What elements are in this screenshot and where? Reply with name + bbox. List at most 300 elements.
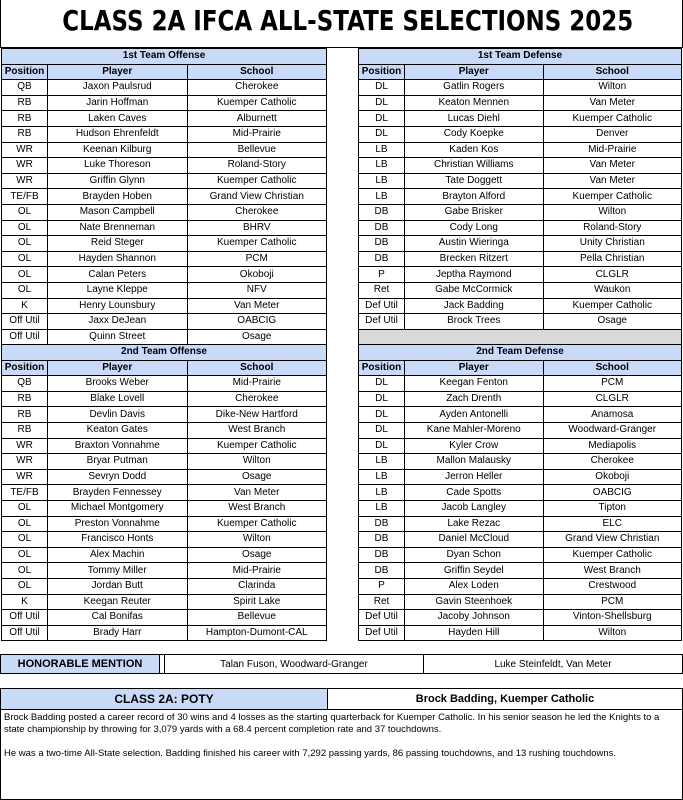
player-cell: Brock Trees [405, 314, 544, 330]
player-cell: Keaton Gates [48, 422, 188, 438]
position-cell: Def Util [359, 610, 405, 626]
table-header-row [2, 64, 327, 80]
position-cell: RB [2, 391, 48, 407]
player-cell: Jordan Butt [48, 578, 188, 594]
table-row [359, 500, 682, 516]
second-team-defense-table [358, 344, 682, 641]
position-cell: DB [359, 547, 405, 563]
school-column-header: School [187, 64, 327, 80]
table-row [359, 111, 682, 127]
school-cell: Okoboji [187, 267, 327, 283]
player-cell: Griffin Seydel [405, 563, 544, 579]
table-row [2, 422, 327, 438]
poty-header [1, 689, 682, 710]
player-cell: Braxton Vonnahme [48, 438, 188, 454]
table-row [359, 563, 682, 579]
table-row [2, 594, 327, 610]
school-cell: Van Meter [543, 158, 682, 174]
position-cell: Def Util [359, 625, 405, 641]
school-column-header: School [543, 64, 682, 80]
school-cell: Tipton [543, 500, 682, 516]
table-row [2, 485, 327, 501]
player-cell: Gabe McCormick [405, 282, 544, 298]
table-row [359, 267, 682, 283]
table-row [2, 438, 327, 454]
school-cell: Bellevue [187, 142, 327, 158]
table-row [359, 298, 682, 314]
school-cell: Van Meter [543, 173, 682, 189]
player-cell: Tommy Miller [48, 563, 188, 579]
school-cell: Unity Christian [543, 236, 682, 252]
position-cell: K [2, 594, 48, 610]
position-cell: DB [359, 516, 405, 532]
table-row [359, 251, 682, 267]
empty-row [359, 329, 682, 345]
player-cell: Keenan Kilburg [48, 142, 188, 158]
school-cell: Cherokee [543, 454, 682, 470]
position-cell: P [359, 578, 405, 594]
table-row [2, 532, 327, 548]
player-cell: Jacoby Johnson [405, 610, 544, 626]
position-cell: OL [2, 236, 48, 252]
table-row [2, 547, 327, 563]
player-cell: Cal Bonifas [48, 610, 188, 626]
player-cell: Sevryn Dodd [48, 469, 188, 485]
player-cell: Brecken Ritzert [405, 251, 544, 267]
table-row [359, 422, 682, 438]
table-row [2, 407, 327, 423]
position-cell: Ret [359, 282, 405, 298]
player-cell: Gavin Steenhoek [405, 594, 544, 610]
table-row [359, 407, 682, 423]
school-cell: Cherokee [187, 391, 327, 407]
position-cell: RB [2, 126, 48, 142]
position-cell: DL [359, 111, 405, 127]
table-row [359, 173, 682, 189]
school-cell: Kuemper Catholic [543, 111, 682, 127]
player-cell: Kane Mahler-Moreno [405, 422, 544, 438]
player-cell: Alex Loden [405, 578, 544, 594]
school-cell: Van Meter [543, 95, 682, 111]
table-row [2, 126, 327, 142]
position-cell: DB [359, 563, 405, 579]
first-team-defense-table [358, 48, 682, 345]
honorable-mention-name: Talan Fuson, Woodward-Granger [165, 655, 424, 673]
school-cell: West Branch [187, 500, 327, 516]
table-row [2, 282, 327, 298]
position-cell: DL [359, 80, 405, 96]
player-cell: Jarin Hoffman [48, 95, 188, 111]
position-cell: LB [359, 500, 405, 516]
player-cell: Jeptha Raymond [405, 267, 544, 283]
school-cell: Anamosa [543, 407, 682, 423]
school-cell: CLGLR [543, 267, 682, 283]
player-cell: Luke Thoreson [48, 158, 188, 174]
position-cell: DL [359, 376, 405, 392]
table-row [2, 80, 327, 96]
player-cell: Brayden Hoben [48, 189, 188, 205]
player-cell: Michael Montgomery [48, 500, 188, 516]
position-cell: DB [359, 220, 405, 236]
school-cell: Wilton [543, 204, 682, 220]
position-cell: TE/FB [2, 485, 48, 501]
player-cell: Gatlin Rogers [405, 80, 544, 96]
player-cell: Keegan Fenton [405, 376, 544, 392]
player-cell: Henry Lounsbury [48, 298, 188, 314]
school-cell: ELC [543, 516, 682, 532]
position-cell: WR [2, 158, 48, 174]
player-column-header: Player [405, 360, 544, 376]
school-cell: Clarinda [187, 578, 327, 594]
position-cell: Ret [359, 594, 405, 610]
table-caption: 1st Team Offense [2, 49, 327, 65]
school-cell: Osage [187, 547, 327, 563]
table-row [359, 204, 682, 220]
table-row [359, 485, 682, 501]
school-cell: Kuemper Catholic [187, 516, 327, 532]
table-row [2, 314, 327, 330]
school-cell: Kuemper Catholic [187, 173, 327, 189]
school-cell: Osage [187, 469, 327, 485]
position-cell: WR [2, 469, 48, 485]
poty-paragraph: He was a two-time All-State selection. Badding finished his career with 7,292 passing yards, 86 passing touchdowns, and 13 rushing touchdowns. [4, 748, 617, 759]
table-row [359, 80, 682, 96]
player-cell: Jerron Heller [405, 469, 544, 485]
table-row [2, 500, 327, 516]
position-column-header: Position [2, 64, 48, 80]
table-caption: 2nd Team Offense [2, 345, 327, 361]
position-cell: OL [2, 578, 48, 594]
table-row [2, 625, 327, 641]
position-cell: Def Util [359, 314, 405, 330]
position-cell: QB [2, 376, 48, 392]
position-cell: OL [2, 500, 48, 516]
player-cell: Francisco Honts [48, 532, 188, 548]
position-cell: LB [359, 485, 405, 501]
poty-description [1, 710, 682, 774]
table-row [359, 469, 682, 485]
position-cell: LB [359, 142, 405, 158]
school-cell: NFV [187, 282, 327, 298]
position-cell: DB [359, 204, 405, 220]
player-cell: Jacob Langley [405, 500, 544, 516]
school-cell: Pella Christian [543, 251, 682, 267]
position-cell: LB [359, 189, 405, 205]
school-cell: Okoboji [543, 469, 682, 485]
table-row [359, 454, 682, 470]
table-row [359, 282, 682, 298]
player-column-header: Player [48, 64, 188, 80]
player-cell: Laken Caves [48, 111, 188, 127]
school-cell: Bellevue [187, 610, 327, 626]
position-cell: P [359, 267, 405, 283]
position-cell: Def Util [359, 298, 405, 314]
school-cell: Roland-Story [543, 220, 682, 236]
player-cell: Mason Campbell [48, 204, 188, 220]
school-cell: Osage [543, 314, 682, 330]
school-cell: Woodward-Granger [543, 422, 682, 438]
player-cell: Mallon Malausky [405, 454, 544, 470]
second-team-offense-table [1, 344, 327, 641]
position-cell: DB [359, 251, 405, 267]
school-cell: West Branch [187, 422, 327, 438]
table-header-row [359, 64, 682, 80]
table-row [359, 438, 682, 454]
school-cell: Wilton [543, 625, 682, 641]
poty-winner: Brock Badding, Kuemper Catholic [415, 693, 595, 705]
position-cell: WR [2, 173, 48, 189]
player-cell: Kaden Kos [405, 142, 544, 158]
school-cell: Dike-New Hartford [187, 407, 327, 423]
title-banner [0, 0, 683, 48]
table-row [359, 578, 682, 594]
player-cell: Nate Brenneman [48, 220, 188, 236]
school-cell: OABCIG [187, 314, 327, 330]
player-column-header: Player [48, 360, 188, 376]
table-row [2, 189, 327, 205]
position-cell: OL [2, 267, 48, 283]
player-cell: Christian Williams [405, 158, 544, 174]
player-cell: Kyler Crow [405, 438, 544, 454]
player-cell: Brayden Fennessey [48, 485, 188, 501]
player-cell: Lake Rezac [405, 516, 544, 532]
poty-section [0, 688, 683, 800]
player-cell: Jack Badding [405, 298, 544, 314]
table-row [2, 298, 327, 314]
position-cell: OL [2, 516, 48, 532]
player-cell: Cade Spotts [405, 485, 544, 501]
table-row [2, 563, 327, 579]
school-cell: Mid-Prairie [543, 142, 682, 158]
table-row [2, 454, 327, 470]
school-cell: PCM [543, 594, 682, 610]
school-cell: West Branch [543, 563, 682, 579]
position-cell: OL [2, 547, 48, 563]
school-column-header: School [187, 360, 327, 376]
school-cell: Osage [187, 329, 327, 345]
position-column-header: Position [359, 64, 405, 80]
position-cell: LB [359, 173, 405, 189]
position-cell: K [2, 298, 48, 314]
player-cell: Lucas Diehl [405, 111, 544, 127]
position-cell: QB [2, 80, 48, 96]
position-cell: RB [2, 95, 48, 111]
position-cell: Off Util [2, 329, 48, 345]
position-cell: DL [359, 391, 405, 407]
school-cell: Vinton-Shellsburg [543, 610, 682, 626]
table-row [2, 391, 327, 407]
table-row [359, 314, 682, 330]
player-cell: Daniel McCloud [405, 532, 544, 548]
table-header-row [359, 360, 682, 376]
school-cell: Kuemper Catholic [543, 547, 682, 563]
player-cell: Jaxx DeJean [48, 314, 188, 330]
table-row [359, 142, 682, 158]
table-row [2, 236, 327, 252]
position-cell: OL [2, 563, 48, 579]
player-cell: Cody Long [405, 220, 544, 236]
position-cell: DL [359, 407, 405, 423]
school-cell: Hampton-Dumont-CAL [187, 625, 327, 641]
school-cell: Kuemper Catholic [187, 236, 327, 252]
player-cell: Gabe Brisker [405, 204, 544, 220]
player-cell: Hudson Ehrenfeldt [48, 126, 188, 142]
table-row [2, 469, 327, 485]
position-cell: OL [2, 251, 48, 267]
position-cell: Off Util [2, 314, 48, 330]
table-row [359, 625, 682, 641]
first-team-offense-table [1, 48, 327, 345]
position-cell: RB [2, 111, 48, 127]
player-cell: Austin Wieringa [405, 236, 544, 252]
position-cell: RB [2, 407, 48, 423]
player-cell: Tate Doggett [405, 173, 544, 189]
table-caption: 1st Team Defense [359, 49, 682, 65]
position-cell: DL [359, 95, 405, 111]
player-cell: Zach Drenth [405, 391, 544, 407]
player-cell: Griffin Glynn [48, 173, 188, 189]
player-cell: Ayden Antonelli [405, 407, 544, 423]
player-cell: Quinn Street [48, 329, 188, 345]
school-cell: OABCIG [543, 485, 682, 501]
school-cell: Kuemper Catholic [543, 189, 682, 205]
player-cell: Cody Koepke [405, 126, 544, 142]
school-cell: Mid-Prairie [187, 563, 327, 579]
position-cell: DB [359, 532, 405, 548]
school-cell: Grand View Christian [543, 532, 682, 548]
school-cell: Denver [543, 126, 682, 142]
table-row [359, 236, 682, 252]
table-row [2, 111, 327, 127]
school-column-header: School [543, 360, 682, 376]
player-cell: Preston Vonnahme [48, 516, 188, 532]
table-row [359, 189, 682, 205]
table-row [2, 267, 327, 283]
table-row [2, 95, 327, 111]
position-cell: DL [359, 438, 405, 454]
position-cell: OL [2, 204, 48, 220]
player-cell: Jaxon Paulsrud [48, 80, 188, 96]
table-row [359, 220, 682, 236]
school-cell: Wilton [187, 454, 327, 470]
school-cell: Waukon [543, 282, 682, 298]
table-row [359, 126, 682, 142]
table-row [2, 158, 327, 174]
school-cell: Kuemper Catholic [187, 438, 327, 454]
table-row [359, 376, 682, 392]
position-cell: LB [359, 454, 405, 470]
table-row [359, 158, 682, 174]
position-cell: OL [2, 220, 48, 236]
position-cell: WR [2, 454, 48, 470]
table-row [2, 578, 327, 594]
table-header-row [2, 360, 327, 376]
school-cell: Mediapolis [543, 438, 682, 454]
player-cell: Hayden Shannon [48, 251, 188, 267]
player-cell: Alex Machin [48, 547, 188, 563]
table-row [359, 95, 682, 111]
position-cell: TE/FB [2, 189, 48, 205]
table-row [2, 251, 327, 267]
school-cell: Spirit Lake [187, 594, 327, 610]
player-cell: Devlin Davis [48, 407, 188, 423]
poty-label: CLASS 2A: POTY [1, 689, 328, 709]
position-cell: DL [359, 422, 405, 438]
player-cell: Brayton Alford [405, 189, 544, 205]
table-row [2, 376, 327, 392]
school-cell: BHRV [187, 220, 327, 236]
table-row [2, 516, 327, 532]
player-cell: Layne Kleppe [48, 282, 188, 298]
school-cell: Kuemper Catholic [543, 298, 682, 314]
table-row [359, 594, 682, 610]
school-cell: CLGLR [543, 391, 682, 407]
table-row [2, 220, 327, 236]
empty-cell [359, 329, 682, 345]
player-cell: Brooks Weber [48, 376, 188, 392]
school-cell: Wilton [543, 80, 682, 96]
position-cell: LB [359, 158, 405, 174]
school-cell: PCM [543, 376, 682, 392]
position-cell: Off Util [2, 625, 48, 641]
school-cell: Cherokee [187, 204, 327, 220]
school-cell: Van Meter [187, 485, 327, 501]
position-column-header: Position [2, 360, 48, 376]
position-cell: WR [2, 142, 48, 158]
school-cell: Kuemper Catholic [187, 95, 327, 111]
position-cell: WR [2, 438, 48, 454]
position-cell: OL [2, 532, 48, 548]
table-row [2, 610, 327, 626]
school-cell: Crestwood [543, 578, 682, 594]
school-cell: Alburnett [187, 111, 327, 127]
player-cell: Hayden Hill [405, 625, 544, 641]
player-column-header: Player [405, 64, 544, 80]
player-cell: Brady Harr [48, 625, 188, 641]
position-cell: OL [2, 282, 48, 298]
school-cell: Wilton [187, 532, 327, 548]
player-cell: Blake Lovell [48, 391, 188, 407]
position-cell: DL [359, 126, 405, 142]
table-row [359, 547, 682, 563]
table-caption: 2nd Team Defense [359, 345, 682, 361]
position-column-header: Position [359, 360, 405, 376]
school-cell: Roland-Story [187, 158, 327, 174]
school-cell: Mid-Prairie [187, 126, 327, 142]
poty-paragraph: Brock Badding posted a career record of 30 wins and 4 losses as the starting quarterback for Kuemper Catholic. In his senior season he led the Knights to a state championship by throwing for 3,079 yards with a 68.4 percent completion rate and 37 touchdowns. [4, 712, 660, 735]
player-cell: Keegan Reuter [48, 594, 188, 610]
player-cell: Keaton Mennen [405, 95, 544, 111]
position-cell: LB [359, 469, 405, 485]
table-row [359, 532, 682, 548]
honorable-mention-name: Luke Steinfeldt, Van Meter [494, 658, 612, 670]
player-cell: Bryar Putman [48, 454, 188, 470]
table-row [359, 516, 682, 532]
player-cell: Dyan Schon [405, 547, 544, 563]
school-cell: Mid-Prairie [187, 376, 327, 392]
table-row [2, 173, 327, 189]
player-cell: Reid Steger [48, 236, 188, 252]
table-row [2, 329, 327, 345]
player-cell: Calan Peters [48, 267, 188, 283]
school-cell: PCM [187, 251, 327, 267]
position-cell: Off Util [2, 610, 48, 626]
position-cell: RB [2, 422, 48, 438]
position-cell: DB [359, 236, 405, 252]
school-cell: Van Meter [187, 298, 327, 314]
page-title: CLASS 2A IFCA ALL-STATE SELECTIONS 2025 [62, 4, 634, 37]
honorable-mention-label: HONORABLE MENTION [1, 655, 160, 673]
